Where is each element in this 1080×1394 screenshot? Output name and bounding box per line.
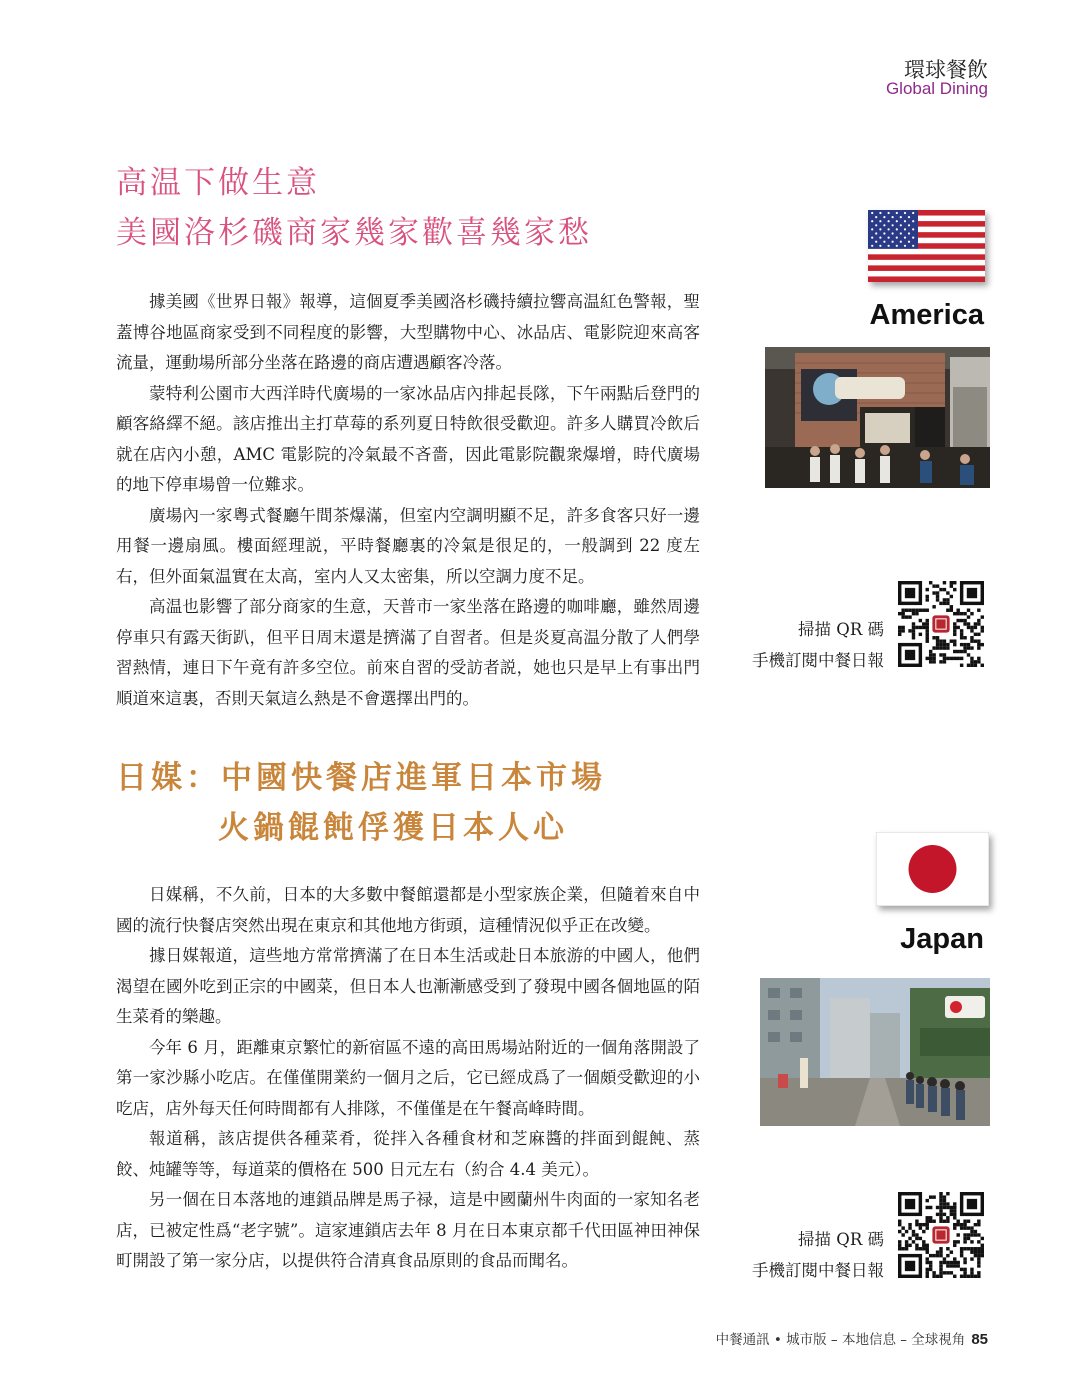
- us-flag-icon: [868, 210, 985, 282]
- article2-title-line2: 火鍋餛飩俘獲日本人心: [218, 810, 568, 846]
- article1-title-line2: 美國洛杉磯商家幾家歡喜幾家愁: [116, 215, 592, 251]
- section-title-en: Global Dining: [885, 79, 988, 98]
- article1-paragraph: 高温也影響了部分商家的生意，天普市一家坐落在路邊的咖啡廳，雖然周邊停車只有露天街趴，但平日周末還是擠滿了自習者。但是炎夏高温分散了人們學習熱情，連日下午竟有許多空位。前來自習的受訪者説，她也只是早上有事出門順道來這裏，否則天氣這么熱是不會選擇出門的。: [116, 597, 700, 708]
- section-title-cn: 環球餐飲: [904, 58, 988, 82]
- page-number: 85: [971, 1331, 988, 1348]
- qr-code-icon[interactable]: [898, 1192, 984, 1278]
- ice-cream-store-photo: [765, 347, 990, 488]
- article2-paragraph: 據日媒報道，這些地方常常擠滿了在日本生活或赴日本旅游的中國人，他們渴望在國外吃到正宗的中國菜，但日本人也漸漸感受到了發現中國各個地區的陌生菜肴的樂趣。: [116, 946, 700, 1026]
- article2-paragraph: 日媒稱，不久前，日本的大多數中餐館還都是小型家族企業，但隨着來自中國的流行快餐店突然出現在東京和其他地方街頭，這種情況似乎正在改變。: [116, 885, 700, 935]
- article1-country-label: America: [869, 299, 984, 331]
- qr-caption-line1: 掃描 QR 碼: [798, 620, 884, 639]
- qr-code-icon[interactable]: [898, 581, 984, 667]
- tokyo-street-photo: [760, 978, 990, 1126]
- article1-qr-caption: [700, 614, 884, 676]
- qr-caption-line2: 手機訂閱中餐日報: [752, 651, 884, 670]
- article2-country-label: Japan: [900, 923, 984, 955]
- qr-caption-line2: 手機訂閱中餐日報: [752, 1261, 884, 1280]
- article2-paragraph: 報道稱，該店提供各種菜肴，從拌入各種食材和芝麻醬的拌面到餛飩、蒸餃、炖罐等等，每道菜的價格在 500 日元左右（約合 4.4 美元）。: [116, 1129, 700, 1179]
- article1-body: [116, 287, 700, 714]
- article2-body: [116, 880, 700, 1277]
- article2-title-line1: 日媒：中國快餐店進軍日本市場: [116, 760, 606, 796]
- article2-qr-caption: [700, 1224, 884, 1286]
- article1-paragraph: 據美國《世界日報》報導，這個夏季美國洛杉磯持續拉響高温紅色警報，聖蓋博谷地區商家受到不同程度的影響，大型購物中心、冰品店、電影院迎來高客流量，運動場所部分坐落在路邊的商店遭遇顧客冷落。: [116, 292, 700, 372]
- article2-paragraph: 今年 6 月，距離東京繁忙的新宿區不遠的高田馬場站附近的一個角落開設了第一家沙縣小吃店。在僅僅開業約一個月之后，它已經成爲了一個頗受歡迎的小吃店，店外每天任何時間都有人排隊，不僅僅是在午餐高峰時間。: [116, 1037, 700, 1118]
- qr-caption-line1: 掃描 QR 碼: [798, 1230, 884, 1249]
- japan-flag-icon: [876, 832, 989, 906]
- footer-text: 中餐通訊 • 城市版 – 本地信息 – 全球視角: [715, 1332, 966, 1348]
- article1-paragraph: 廣場內一家粵式餐廳午間茶爆滿，但室内空調明顯不足，許多食客只好一邊用餐一邊扇風。樓面經理説，平時餐廳裏的冷氣是很足的，一般調到 22 度左右，但外面氣温實在太高，室内人又太密集，所以空調力度不足。: [116, 505, 700, 586]
- article1-title-line1: 高温下做生意: [116, 165, 320, 201]
- article1-paragraph: 蒙特利公園市大西洋時代廣場的一家冰品店內排起長隊，下午兩點后登門的顧客絡繹不絕。該店推出主打草莓的系列夏日特飲很受歡迎。許多人購買冷飲后就在店內小憩，AMC 電影院的冷氣最不吝嗇，因此電影院觀衆爆增，時代廣場的地下停車場曾一位難求。: [116, 383, 700, 494]
- article2-paragraph: 另一個在日本落地的連鎖品牌是馬子禄，這是中國蘭州牛肉面的一家知名老店，已被定性爲“老字號”。這家連鎖店去年 8 月在日本東京都千代田區神田神保町開設了第一家分店，以提供符合清真食品原則的食品而聞名。: [116, 1190, 700, 1270]
- page-footer: [716, 1328, 988, 1348]
